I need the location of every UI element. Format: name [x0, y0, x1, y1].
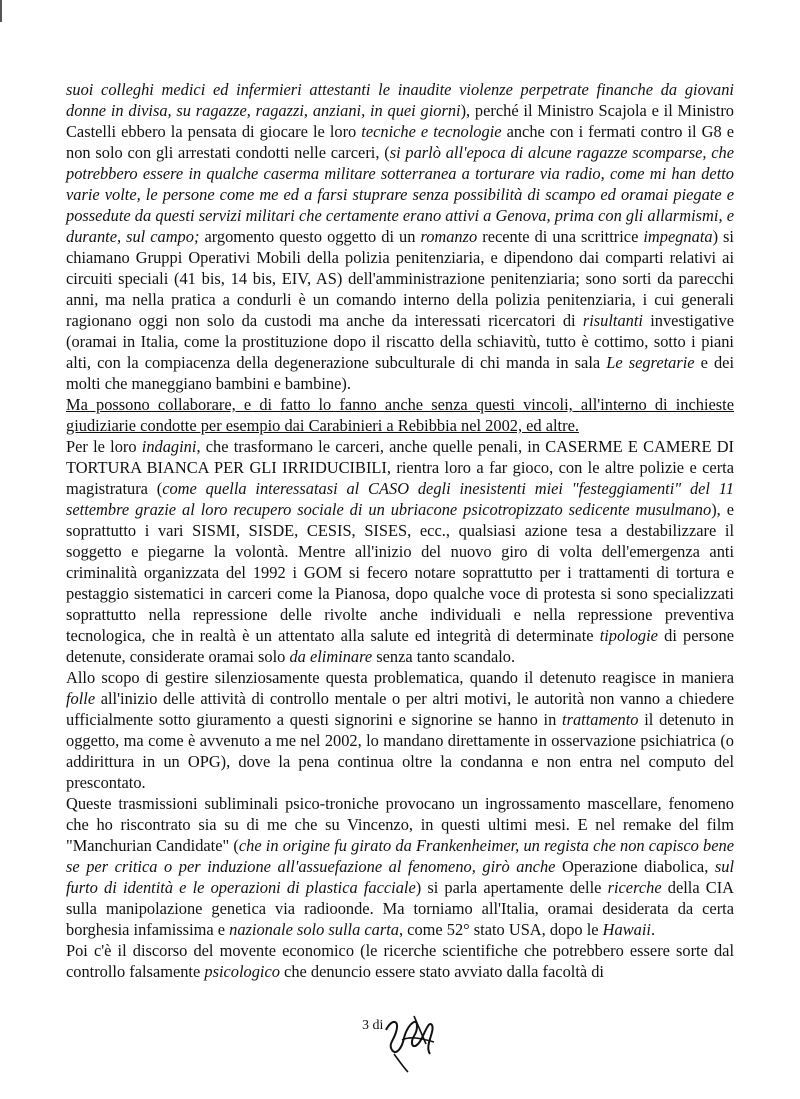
italic-text: folle [66, 689, 96, 708]
text-run: investigative (oramai in Italia, come la prostituzione dopo il riscatto della schiavitù, tutto è cottimo, sotto i piani alti, con la compiacenza della degenerazione subculturale di chi manda in sala [66, 311, 734, 372]
italic-text: come quella interessatasi al CASO degli inesistenti miei "festeggiamenti" del 11 settembre grazie al loro recupero sociale di un ubriacone psicotropizzato sedicente musulmano [66, 479, 734, 519]
italic-text: sul furto di identità e le operazioni di plastica facciale [66, 857, 735, 897]
text-run: Per le loro [66, 437, 142, 456]
text-run: Poi c'è il discorso del movente economico (le ricerche scientifiche che potrebbero essere sorte dal controllo falsamente [66, 941, 734, 981]
handwritten-signature [374, 1010, 444, 1074]
italic-text: trattamento [562, 710, 639, 729]
text-run: il detenuto in oggetto, ma come è avvenuto a me nel 2002, lo mandano direttamente in osservazione psichiatrica (o addirittura in un OPG), dove la pena continua oltre la condanna e non entra nel computo del prescontato. [66, 710, 734, 792]
paragraph [66, 667, 734, 793]
italic-text: tipologie [599, 626, 658, 645]
paragraph [66, 940, 734, 982]
text-run: argomento questo oggetto di un [199, 227, 421, 246]
text-run: senza tanto scandalo. [372, 647, 516, 666]
text-run: recente di una scrittrice [477, 227, 644, 246]
italic-text: suoi colleghi medici ed infermieri attestanti le inaudite violenze perpetrate finanche da giovani donne in divisa, su ragazze, ragazzi, anziani, in quei giorni [66, 80, 734, 120]
italic-text: nazionale solo sulla carta [229, 920, 399, 939]
text-run: della CIA sulla manipolazione genetica via radioonde. Ma torniamo all'Italia, oramai desiderata da certa borghesia infamissima e [66, 878, 734, 939]
page-footer [362, 1010, 482, 1080]
scan-edge-mark [0, 0, 2, 22]
text-run: . [650, 920, 656, 939]
underlined-text: Ma possono collaborare, e di fatto lo fanno anche senza questi vincoli, all'interno di inchieste giudiziarie condotte per esempio dai Carabinieri a Rebibbia nel 2002, ed altre. [66, 395, 734, 435]
text-run: che denuncio essere stato avviato dalla facoltà di [279, 962, 604, 981]
text-run: ) si parla apertamente delle [415, 878, 608, 897]
italic-text: da eliminare [289, 647, 373, 666]
italic-text: romanzo [420, 227, 478, 246]
paragraph [66, 436, 734, 667]
paragraph [66, 394, 734, 436]
italic-text: Hawaii [602, 920, 651, 939]
italic-text: risultanti [582, 311, 643, 330]
italic-text: si parlò all'epoca di alcune ragazze scomparse, che potrebbero essere in qualche caserma militare sotterranea a torturare via radio, come mi han detto varie volte, le persone come me ed a farsi stuprare senza possibilità di scampo ed oramai piegate e possedute da questi servizi militari che certamente erano attivi a Genova, prima con gli allarmismi, e durante, sul campo; [66, 143, 735, 246]
body-text [66, 79, 734, 982]
text-run: ) si chiamano Gruppi Operativi Mobili della polizia penitenziaria, e dipendono dai comparti relativi ai circuiti speciali (41 bis, 14 bis, EIV, AS) dell'amministrazione penitenziaria; sono sorti da parecchi anni, ma nella pratica a condurli è un comando interno della polizia penitenziaria, i cui generali ragionano oggi non solo da custodi ma anche da interessati ricercatori di [66, 227, 734, 330]
italic-text: impegnata [643, 227, 713, 246]
page-number: 3 di [362, 1018, 384, 1033]
text-run: e dei molti che maneggiano bambini e bambine). [66, 353, 735, 393]
text-run: di persone detenute, considerate oramai solo [66, 626, 734, 666]
text-run: Allo scopo di gestire silenziosamente questa problematica, quando il detenuto reagisce in maniera [66, 668, 734, 687]
text-run: Operazione diabolica, [555, 857, 715, 876]
italic-text: che in origine fu girato da Frankenheimer, un regista che non capisco bene se per critica o per induzione all'assuefazione al fenomeno, girò anche [66, 836, 734, 876]
italic-text: Le segretarie [606, 353, 695, 372]
text-run: , che trasformano le carceri, anche quelle penali, in CASERME E CAMERE DI TORTURA BIANCA PER GLI IRRIDUCIBILI, rientra loro a far gioco, con le altre polizie e certa magistratura ( [66, 437, 734, 498]
text-run: ), perché il Ministro Scajola e il Ministro Castelli ebbero la pensata di giocare le loro [66, 101, 734, 141]
paragraph [66, 79, 734, 394]
text-run: Queste trasmissioni subliminali psico-troniche provocano un ingrossamento mascellare, fenomeno che ho riscontrato sia su di me che su Vincenzo, in questi ultimi mesi. E nel remake del film "Manchurian Candidate" ( [66, 794, 734, 855]
paragraph [66, 793, 734, 940]
italic-text: psicologico [204, 962, 280, 981]
text-run: , come 52° stato USA, dopo le [398, 920, 603, 939]
text-run: anche con i fermati contro il G8 e non solo con gli arrestati condotti nelle carceri, ( [66, 122, 734, 162]
text-run: all'inizio delle attività di controllo mentale o per altri motivi, le autorità non vanno a chiedere ufficialmente sotto giuramento a questi signorini e signorine se hanno in [66, 689, 734, 729]
text-run: ), e soprattutto i vari SISMI, SISDE, CESIS, SISES, ecc., qualsiasi azione tesa a destabilizzare il soggetto e piegarne la volontà. Mentre all'inizio del nuovo giro di volta dell'emergenza anti criminalità organizzata del 1992 i GOM si fecero notare soprattutto per i trattamenti di tortura e pestaggio sistematici in carceri come la Pianosa, dopo qualche voce di protesta si sono specializzati soprattutto nella repressione delle rivolte anche individuali e nella repressione preventiva tecnologica, che in realtà è un attentato alla salute ed integrità di determinate [66, 500, 734, 645]
italic-text: indagini [141, 437, 197, 456]
italic-text: ricerche [607, 878, 662, 897]
italic-text: tecniche e tecnologie [361, 122, 502, 141]
